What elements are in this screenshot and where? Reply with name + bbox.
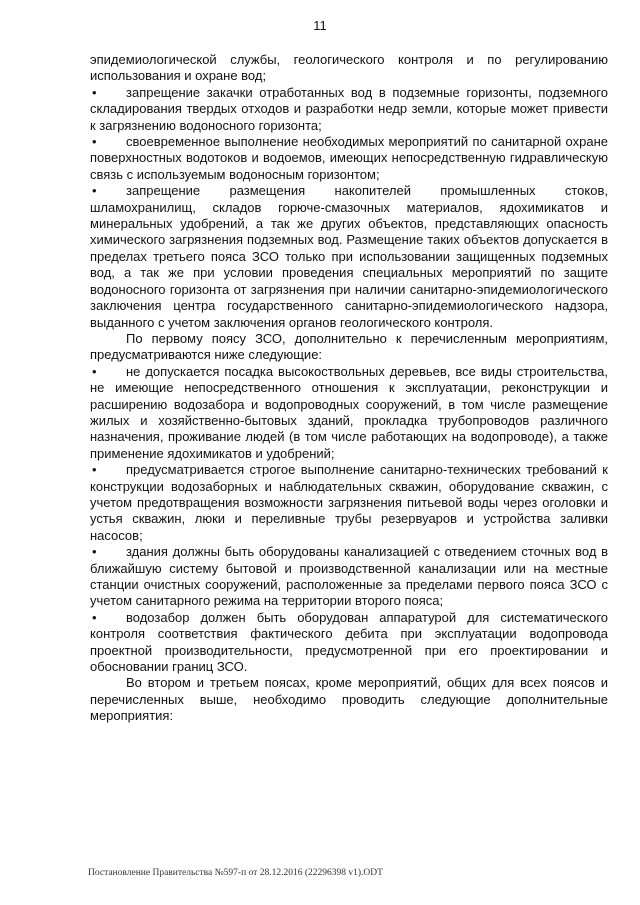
bullet-text: запрещение размещения накопителей промышленных стоков, шламохранилищ, складов горюче-смазочных материалов, ядохимикатов и минеральных удобрений, а так же других объектов, представляющих опасность химического загрязнения подземных вод. Размещение таких объектов допускается в пределах третьего пояса ЗСО только при использовании защищенных подземных вод, а так же при условии проведения специальных мероприятий по защите водоносного горизонта от загрязнения при наличии санитарно-эпидемиологического заключения центра государственного санитарно-эпидемиологического надзора, выданного с учетом заключения органов геологического контроля.	[90, 183, 608, 330]
bullet-item	[90, 85, 608, 134]
bullet-icon: •	[92, 544, 97, 560]
paragraph-continuation: эпидемиологической службы, геологического контроля и по регулированию использования и охране вод;	[90, 52, 608, 84]
bullet-item	[90, 544, 608, 610]
document-body	[90, 52, 608, 725]
bullet-text: здания должны быть оборудованы канализацией с отведением сточных вод в ближайшую систему бытовой и производственной канализации или на местные станции очистных сооружений, расположенные за пределами первого пояса ЗСО с учетом санитарного режима на территории второго пояса;	[90, 544, 608, 609]
bullet-icon: •	[92, 84, 97, 100]
bullet-icon: •	[92, 609, 97, 625]
bullet-item	[90, 183, 608, 331]
bullet-item	[90, 134, 608, 183]
page-number: 11	[313, 18, 327, 33]
bullet-item	[90, 364, 608, 462]
paragraph: Во втором и третьем поясах, кроме мероприятий, общих для всех поясов и перечисленных выше, необходимо проводить следующие дополнительные мероприятия:	[90, 675, 608, 724]
bullet-text: не допускается посадка высокоствольных деревьев, все виды строительства, не имеющие непосредственного отношения к эксплуатации, реконструкции и расширению водозабора и водопроводных сооружений, в том числе размещение жилых и хозяйственно-бытовых зданий, прокладка трубопроводов различного назначения, проживание людей (в том числе работающих на водопроводе), а также применение ядохимикатов и удобрений;	[90, 363, 608, 461]
document-footer: Постановление Правительства №597-п от 28.12.2016 (22296398 v1).ODT	[88, 868, 383, 878]
bullet-icon: •	[92, 134, 97, 150]
bullet-text: предусматривается строгое выполнение санитарно-технических требований к конструкции водозаборных и наблюдательных скважин, оборудование скважин, с учетом предотвращения возможности загрязнения питьевой воды через оголовки и устья скважин, люки и переливные трубы резервуаров и устройства заливки насосов;	[90, 462, 608, 543]
bullet-item	[90, 610, 608, 676]
bullet-icon: •	[92, 363, 97, 379]
bullet-text: запрещение закачки отработанных вод в подземные горизонты, подземного складирования твердых отходов и разработки недр земли, которые может привести к загрязнению водоносного горизонта;	[90, 84, 608, 133]
paragraph: По первому поясу ЗСО, дополнительно к перечисленным мероприятиям, предусматриваются ниже следующие:	[90, 330, 608, 363]
bullet-text: своевременное выполнение необходимых мероприятий по санитарной охране поверхностных водотоков и водоемов, имеющих непосредственную гидравлическую связь с используемым водоносным горизонтом;	[90, 134, 608, 182]
bullet-icon: •	[92, 462, 97, 478]
bullet-item	[90, 462, 608, 544]
bullet-text: водозабор должен быть оборудован аппаратурой для систематического контроля соответствия фактического дебита при эксплуатации водопровода проектной производительности, предусмотренной при его проектировании и обосновании границ ЗСО.	[90, 609, 608, 675]
bullet-icon: •	[92, 183, 97, 199]
